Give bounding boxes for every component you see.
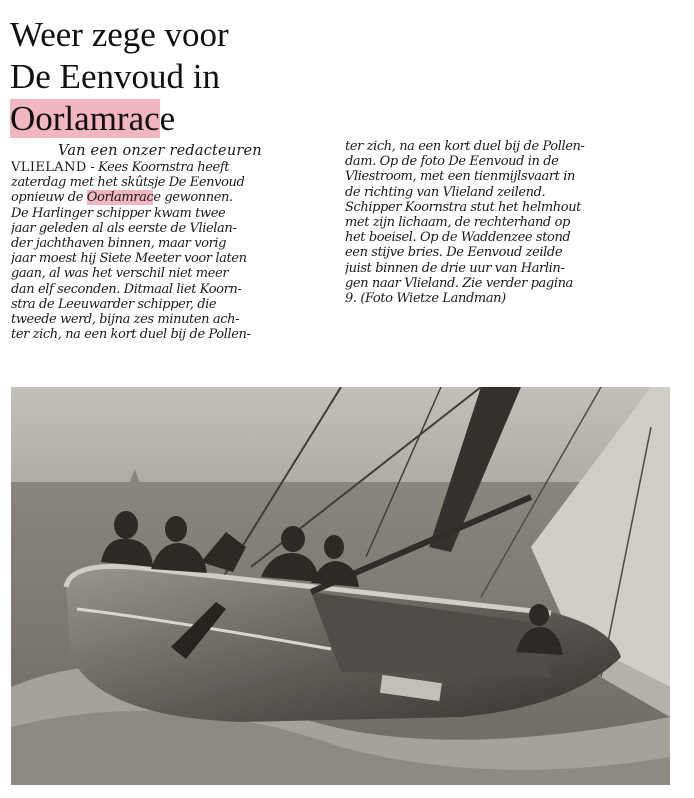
article-line: het boeisel. Op de Waddenzee stond	[345, 230, 571, 246]
headline-line-1: Weer zege voor	[10, 15, 229, 54]
article-line: gen naar Vlieland. Zie verder pagina	[345, 275, 573, 291]
sailing-skutsje-photo	[11, 387, 670, 785]
article-line: met zijn lichaam, de rechterhand op	[345, 215, 570, 231]
article-line-text: opnieuw de	[11, 190, 87, 206]
article-line: juist binnen de drie uur van Harlin-	[345, 260, 565, 276]
article-line: dam. Op de foto De Eenvoud in de	[345, 154, 559, 170]
article-line: stra de Leeuwarder schipper, die	[11, 296, 217, 312]
headline-highlight: Oorlamrac	[10, 99, 160, 138]
article-line	[11, 160, 333, 175]
photo-caption-credit: 9. (Foto Wietze Landman)	[345, 291, 506, 307]
headline	[10, 14, 430, 140]
article-line: Vliestroom, met een tienmijlsvaart in	[345, 169, 575, 185]
article-line: de richting van Vlieland zeilend.	[345, 184, 546, 200]
article-line: een stijve bries. De Eenvoud zeilde	[345, 245, 563, 261]
byline: Van een onzer redacteuren	[58, 143, 262, 159]
article-line: ter zich, na een kort duel bij de Pollen-	[11, 327, 251, 343]
article-line: zaterdag met het skûtsje De Eenvoud	[11, 175, 245, 191]
article-line: dan elf seconden. Ditmaal liet Koorn-	[11, 281, 242, 297]
article-line: tweede werd, bijna zes minuten ach-	[11, 312, 240, 328]
article-line: jaar geleden al als eerste de Vlielan-	[11, 220, 237, 236]
article-line: Schipper Koornstra stut het helmhout	[345, 199, 581, 215]
photo-illustration	[11, 387, 670, 785]
article-line: gaan, al was het verschil niet meer	[11, 266, 229, 282]
body-highlight: Oorlamrac	[86, 190, 154, 206]
article-column-right	[345, 139, 681, 306]
article-line-text: e gewonnen.	[153, 190, 233, 206]
article-line: der jachthaven binnen, maar vorig	[11, 236, 227, 252]
dateline-city: VLIELAND	[11, 160, 87, 175]
article-line: ter zich, na een kort duel bij de Pollen-	[345, 139, 585, 154]
headline-line-3-rest: e	[159, 99, 176, 138]
article-line: jaar moest hij Siete Meeter voor laten	[11, 251, 247, 267]
article-line	[11, 190, 333, 205]
article-line-text: - Kees Koornstra heeft	[86, 160, 230, 175]
headline-line-3	[10, 98, 430, 140]
article-line: De Harlinger schipper kwam twee	[11, 205, 226, 221]
headline-line-2: De Eenvoud in	[10, 57, 220, 96]
article-column-left	[11, 160, 333, 355]
